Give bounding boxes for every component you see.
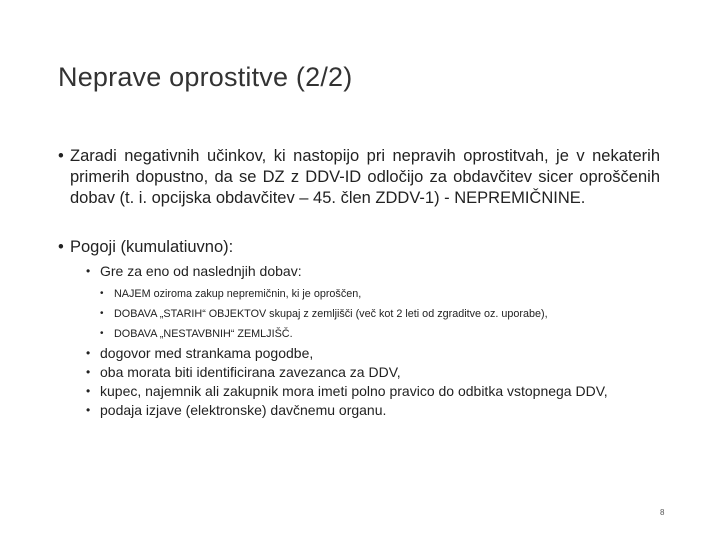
sub-bullet-text: podaja izjave (elektronske) davčnemu organu. [100, 402, 387, 418]
bullet-text: Zaradi negativnih učinkov, ki nastopijo pri nepravih oprostitvah, je v nekaterih primerih dopustno, da se DZ z DDV-ID odločijo za obdavčitev sicer oproščenih dobav (t. i. opcijska obdavčitev – 45. člen ZDDV-1) - NEPREMIČNINE. [70, 147, 660, 207]
sub-bullet-item [86, 401, 660, 420]
sub-bullet-item [86, 382, 660, 401]
sub-bullet-text: Gre za eno od naslednjih dobav: [100, 263, 302, 279]
sub-sub-bullet-text: DOBAVA „STARIH“ OBJEKTOV skupaj z zemljišči (več kot 2 leti od zgraditve oz. uporabe), [114, 308, 548, 320]
slide-title: Neprave oprostitve (2/2) [58, 62, 353, 92]
bullet-item [58, 237, 660, 258]
bullet-marker: • [58, 238, 64, 256]
bullet-marker: • [100, 288, 104, 299]
bullet-marker: • [86, 365, 91, 379]
sub-sub-bullet-item [100, 304, 660, 324]
bullet-marker: • [58, 147, 64, 165]
sub-bullet-item [86, 363, 660, 382]
sub-bullet-text: oba morata biti identificirana zavezanca za DDV, [100, 364, 401, 380]
bullet-marker: • [86, 403, 91, 417]
bullet-marker: • [100, 308, 104, 319]
sub-sub-bullet-item [100, 324, 660, 344]
sub-bullet-text: dogovor med strankama pogodbe, [100, 345, 314, 361]
sub-sub-bullet-text: NAJEM oziroma zakup nepremičnin, ki je oproščen, [114, 288, 362, 300]
sub-bullet-item [86, 262, 660, 281]
slide-content [58, 146, 660, 420]
bullet-marker: • [100, 328, 104, 339]
bullet-marker: • [86, 264, 91, 278]
page-number: 8 [660, 508, 665, 517]
sub-bullet-item [86, 344, 660, 363]
sub-sub-bullet-text: DOBAVA „NESTAVBNIH“ ZEMLJIŠČ. [114, 328, 293, 340]
sub-sub-bullet-item [100, 284, 660, 304]
bullet-marker: • [86, 346, 91, 360]
bullet-marker: • [86, 384, 91, 398]
bullet-text: Pogoji (kumulatiuvno): [70, 238, 234, 256]
sub-bullet-text: kupec, najemnik ali zakupnik mora imeti polno pravico do odbitka vstopnega DDV, [100, 383, 608, 399]
bullet-item [58, 146, 660, 209]
